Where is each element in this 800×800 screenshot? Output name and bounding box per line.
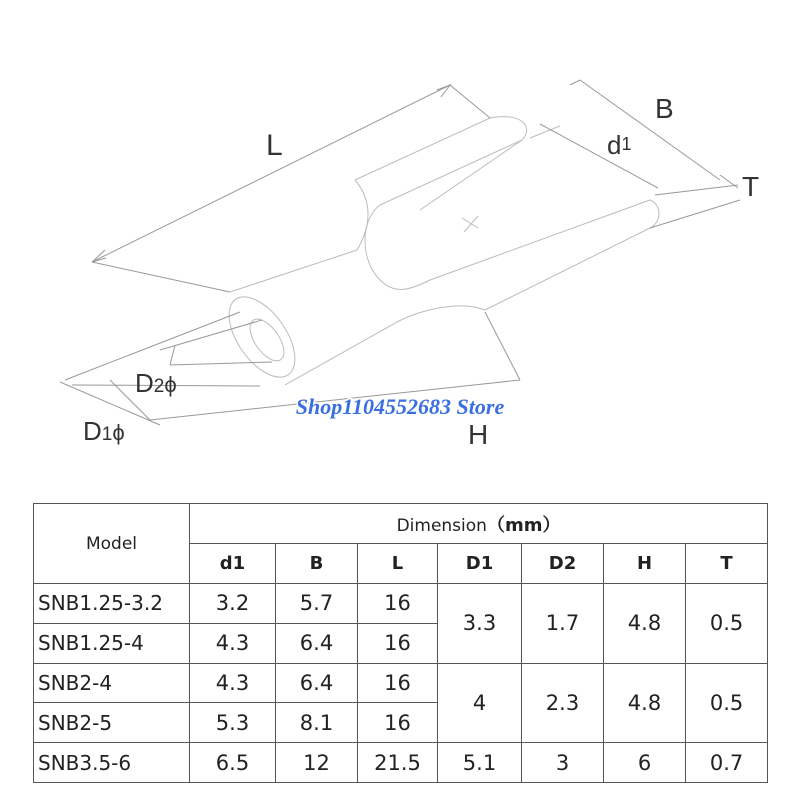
t-cell: 0.7 — [686, 743, 768, 783]
model-cell: SNB3.5-6 — [34, 743, 190, 783]
table-row — [34, 743, 768, 783]
header-col-D2: D2 — [522, 544, 604, 584]
label-L: L — [266, 129, 283, 162]
d1-cell: 3.2 — [190, 584, 276, 624]
d1-outer-cell: 5.1 — [438, 743, 522, 783]
l-cell: 16 — [358, 703, 438, 743]
label-T: T — [742, 171, 760, 202]
model-cell: SNB1.25-3.2 — [34, 584, 190, 624]
model-cell: SNB2-4 — [34, 663, 190, 703]
model-cell: SNB1.25-4 — [34, 623, 190, 663]
b-cell: 6.4 — [276, 663, 358, 703]
table-row — [34, 584, 768, 624]
model-cell: SNB2-5 — [34, 703, 190, 743]
d2-cell: 3 — [522, 743, 604, 783]
dimension-table — [33, 503, 768, 783]
store-watermark: Shop1104552683 Store — [295, 394, 505, 419]
header-model: Model — [34, 504, 190, 584]
b-cell: 8.1 — [276, 703, 358, 743]
h-cell: 4.8 — [604, 584, 686, 664]
t-cell: 0.5 — [686, 663, 768, 743]
header-dimension: Dimension（mm） — [190, 504, 768, 544]
header-col-d1: d1 — [190, 544, 276, 584]
d1-cell: 6.5 — [190, 743, 276, 783]
dimension-lines — [60, 80, 740, 425]
t-cell: 0.5 — [686, 584, 768, 664]
d1-cell: 5.3 — [190, 703, 276, 743]
label-D2: D2ϕ — [135, 368, 177, 398]
b-cell: 5.7 — [276, 584, 358, 624]
l-cell: 16 — [358, 663, 438, 703]
header-col-D1: D1 — [438, 544, 522, 584]
label-D1: D1ϕ — [83, 416, 125, 446]
label-H: H — [468, 419, 489, 450]
l-cell: 16 — [358, 584, 438, 624]
l-cell: 21.5 — [358, 743, 438, 783]
header-col-L: L — [358, 544, 438, 584]
d1-cell: 4.3 — [190, 623, 276, 663]
b-cell: 6.4 — [276, 623, 358, 663]
b-cell: 12 — [276, 743, 358, 783]
h-cell: 4.8 — [604, 663, 686, 743]
d1-outer-cell: 3.3 — [438, 584, 522, 664]
header-col-H: H — [604, 544, 686, 584]
l-cell: 16 — [358, 623, 438, 663]
d1-cell: 4.3 — [190, 663, 276, 703]
label-d1: d1 — [607, 130, 632, 160]
label-B: B — [655, 93, 674, 124]
header-col-T: T — [686, 544, 768, 584]
d1-outer-cell: 4 — [438, 663, 522, 743]
h-cell: 6 — [604, 743, 686, 783]
table-row — [34, 663, 768, 703]
header-col-B: B — [276, 544, 358, 584]
d2-cell: 1.7 — [522, 584, 604, 664]
d2-cell: 2.3 — [522, 663, 604, 743]
